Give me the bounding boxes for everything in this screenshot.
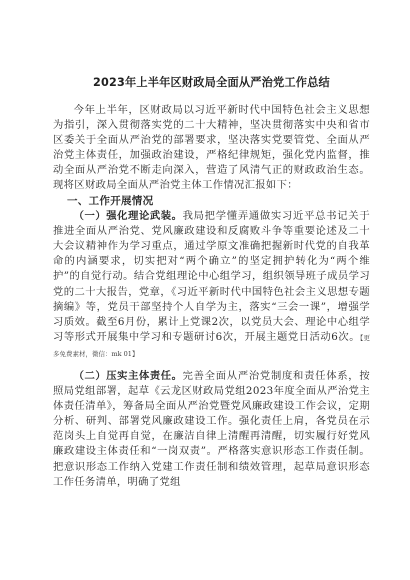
- subsection-responsibility-heading: （二）压实主体责任。: [73, 370, 183, 382]
- subsection-theory-paragraph: [53, 209, 370, 362]
- section-heading-work-status: 一、工作开展情况: [67, 194, 154, 207]
- subsection-theory-body: 我局把学懂弄通做实习近平总书记关于推进全面从严治党、党风廉政建设和反腐败斗争等重要论述及二十大会议精神作为学习重点，通过学原文准确把握新时代党的自我革命的内涵要求，切实把对“两个确立”的坚定拥护转化为“两个维护”的自觉行动。结合党组理论中心组学习，组织领导班子成员学习党的二十大报告，党章，《习近平新时代中国特色社会主义思想专题摘编》等，党员干部坚持个人自学为主，落实“三会一课”，增强学习质效。截至6月份，累计上党课2次，以党员大会、理论中心组学习等形式开展集中学习和专题研讨6次，开展主题党日活动6次。: [53, 210, 370, 343]
- document-title: 2023年上半年区财政局全面从严治党工作总结: [93, 76, 330, 89]
- subsection-responsibility-body: 完善全面从严治党制度和责任体系，按照局党组部署，起草《云龙区财政局党组2023年度全面从严治党主体责任清单》，筹备局全面从严治党暨党风廉政建设工作会议，定期分析、研判、部署党风廉政建设工作。强化责任上肩，各党员在示范岗头上自觉再自觉，在廉洁自律上清醒再清醒，切实履行好党风廉政建设主体责任和“一岗双责”。严格落实意识形态工作责任制。把意识形态工作纳入党建工作责任制和绩效管理，起草局意识形态工作任务清单，明确了党组: [53, 370, 370, 488]
- intro-paragraph: 今年上半年，区财政局以习近平新时代中国特色社会主义思想为指引，深入贯彻落实党的二十大精神，坚决贯彻落实中央和省市区委关于全面从严治党的部署要求，坚决落实党要管党、全面从严治党主体责任，加强政治建设，严格纪律规矩，强化党内监督，推动全面从严治党不断走向深入，营造了风清气正的财政政治生态。现将区财政局全面从严治党主体工作情况汇报如下：: [53, 104, 370, 192]
- subsection-responsibility-paragraph: [53, 369, 370, 490]
- paragraph-spacer: [53, 362, 370, 369]
- material-note: 【更多免费素材，微信：mk 01】: [53, 333, 370, 358]
- subsection-theory-heading: （一）强化理论武装。: [73, 210, 183, 223]
